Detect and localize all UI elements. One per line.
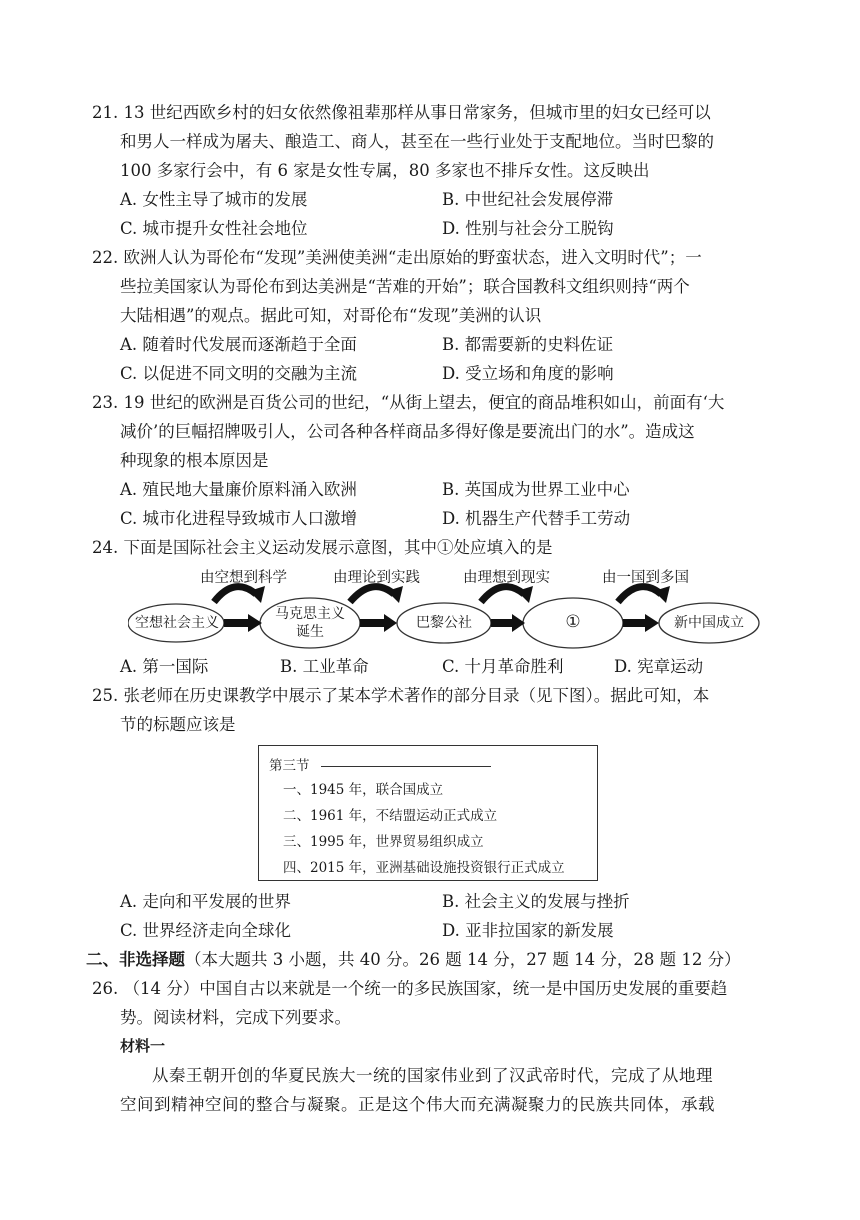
- option-d[interactable]: D. 宪章运动: [614, 657, 704, 676]
- section-description: （本大题共 3 小题，共 40 分。26 题 14 分，27 题 14 分，28 题 12 分）: [185, 950, 741, 969]
- question-21: [92, 98, 772, 243]
- question-stem: 势。阅读材料，完成下列要求。: [120, 1008, 351, 1027]
- node-label: ①: [565, 612, 581, 632]
- option-a[interactable]: A. 走向和平发展的世界: [120, 892, 291, 911]
- option-d[interactable]: D. 亚非拉国家的新发展: [442, 921, 614, 940]
- option-b[interactable]: B. 英国成为世界工业中心: [442, 480, 630, 499]
- option-a[interactable]: A. 第一国际: [120, 657, 209, 676]
- question-stem: 些拉美国家认为哥伦布到达美洲是“苦难的开始”；联合国教科文组织则持“两个: [120, 277, 690, 296]
- question-stem: 21. 13 世纪西欧乡村的妇女依然像祖辈那样从事日常家务，但城市里的妇女已经可以: [92, 103, 711, 122]
- question-23: [92, 388, 772, 533]
- option-c[interactable]: C. 以促进不同文明的交融为主流: [120, 364, 358, 383]
- arc-label: 由空想到科学: [200, 570, 287, 586]
- section-title: 二、非选择题: [86, 950, 185, 969]
- options-row: [92, 916, 772, 945]
- toc-heading: 第三节: [269, 758, 310, 774]
- question-stem: 24. 下面是国际社会主义运动发展示意图，其中①处应填入的是: [92, 538, 553, 557]
- question-stem: 大陆相遇”的观点。据此可知，对哥伦布“发现”美洲的认识: [120, 306, 542, 325]
- arc-label: 由理想到现实: [463, 570, 550, 586]
- question-stem: 25. 张老师在历史课教学中展示了某本学术著作的部分目录（见下图）。据此可知，本: [92, 686, 710, 705]
- option-d[interactable]: D. 受立场和角度的影响: [442, 364, 614, 383]
- toc-blank-line: [321, 766, 491, 767]
- options-row: [92, 330, 772, 359]
- options-row: [92, 359, 772, 388]
- option-c[interactable]: C. 世界经济走向全球化: [120, 921, 292, 940]
- question-22: [92, 243, 772, 388]
- table-of-contents: [258, 745, 598, 881]
- material-text: 空间到精神空间的整合与凝聚。正是这个伟大而充满凝聚力的民族共同体，承载: [120, 1095, 715, 1114]
- option-a[interactable]: A. 随着时代发展而逐渐趋于全面: [120, 335, 357, 354]
- option-b[interactable]: B. 中世纪社会发展停滞: [442, 190, 614, 209]
- section-heading: [86, 945, 772, 974]
- material-label: 材料一: [120, 1037, 166, 1055]
- question-26: [92, 974, 772, 1119]
- toc-item: 四、2015 年，亚洲基础设施投资银行正式成立: [283, 860, 565, 876]
- options-row: [92, 475, 772, 504]
- options-row: [92, 214, 772, 243]
- option-c[interactable]: C. 城市化进程导致城市人口激增: [120, 509, 358, 528]
- question-stem: 种现象的根本原因是: [120, 451, 269, 470]
- toc-item: 二、1961 年，不结盟运动正式成立: [283, 808, 498, 824]
- question-24: [92, 533, 772, 681]
- question-stem: 减价’的巨幅招牌吸引人，公司各种各样商品多得好像是要流出门的水”。造成这: [120, 422, 695, 441]
- options-row: [92, 185, 772, 214]
- node-label: 空想社会主义: [135, 615, 219, 631]
- options-row: [92, 652, 772, 681]
- node-label: 巴黎公社: [416, 615, 472, 631]
- option-a[interactable]: A. 殖民地大量廉价原料涌入欧洲: [120, 480, 357, 499]
- question-stem: 节的标题应该是: [120, 715, 236, 734]
- node-label: 诞生: [296, 624, 324, 640]
- option-b[interactable]: B. 社会主义的发展与挫折: [442, 892, 630, 911]
- options-row: [92, 887, 772, 916]
- option-d[interactable]: D. 机器生产代替手工劳动: [442, 509, 631, 528]
- option-d[interactable]: D. 性别与社会分工脱钩: [442, 219, 614, 238]
- question-stem: 和男人一样成为屠夫、酿造工、商人，甚至在一些行业处于支配地位。当时巴黎的: [120, 132, 714, 151]
- node-label: 马克思主义: [275, 606, 345, 622]
- options-row: [92, 504, 772, 533]
- question-25: [92, 681, 772, 945]
- option-c[interactable]: C. 城市提升女性社会地位: [120, 219, 308, 238]
- arc-label: 由一国到多国: [602, 570, 689, 586]
- material-text: 从秦王朝开创的华夏民族大一统的国家伟业到了汉武帝时代，完成了从地理: [152, 1066, 713, 1085]
- question-stem: 23. 19 世纪的欧洲是百货公司的世纪，“从街上望去，便宜的商品堆积如山，前面有‘大: [92, 393, 725, 412]
- socialism-flow-diagram: [128, 564, 768, 652]
- option-b[interactable]: B. 工业革命: [280, 657, 369, 676]
- question-stem: 100 多家行会中，有 6 家是女性专属，80 多家也不排斥女性。这反映出: [120, 161, 650, 180]
- option-a[interactable]: A. 女性主导了城市的发展: [120, 190, 308, 209]
- node-label: 新中国成立: [674, 615, 744, 631]
- question-stem: 26. （14 分）中国自古以来就是一个统一的多民族国家，统一是中国历史发展的重要趋: [92, 979, 728, 998]
- option-c[interactable]: C. 十月革命胜利: [442, 657, 564, 676]
- exam-page: [86, 98, 772, 1119]
- option-b[interactable]: B. 都需要新的史料佐证: [442, 335, 614, 354]
- toc-item: 三、1995 年，世界贸易组织成立: [283, 834, 484, 850]
- arc-label: 由理论到实践: [333, 570, 420, 586]
- toc-item: 一、1945 年，联合国成立: [283, 782, 444, 798]
- question-stem: 22. 欧洲人认为哥伦布“发现”美洲使美洲“走出原始的野蛮状态，进入文明时代”；一: [92, 248, 702, 267]
